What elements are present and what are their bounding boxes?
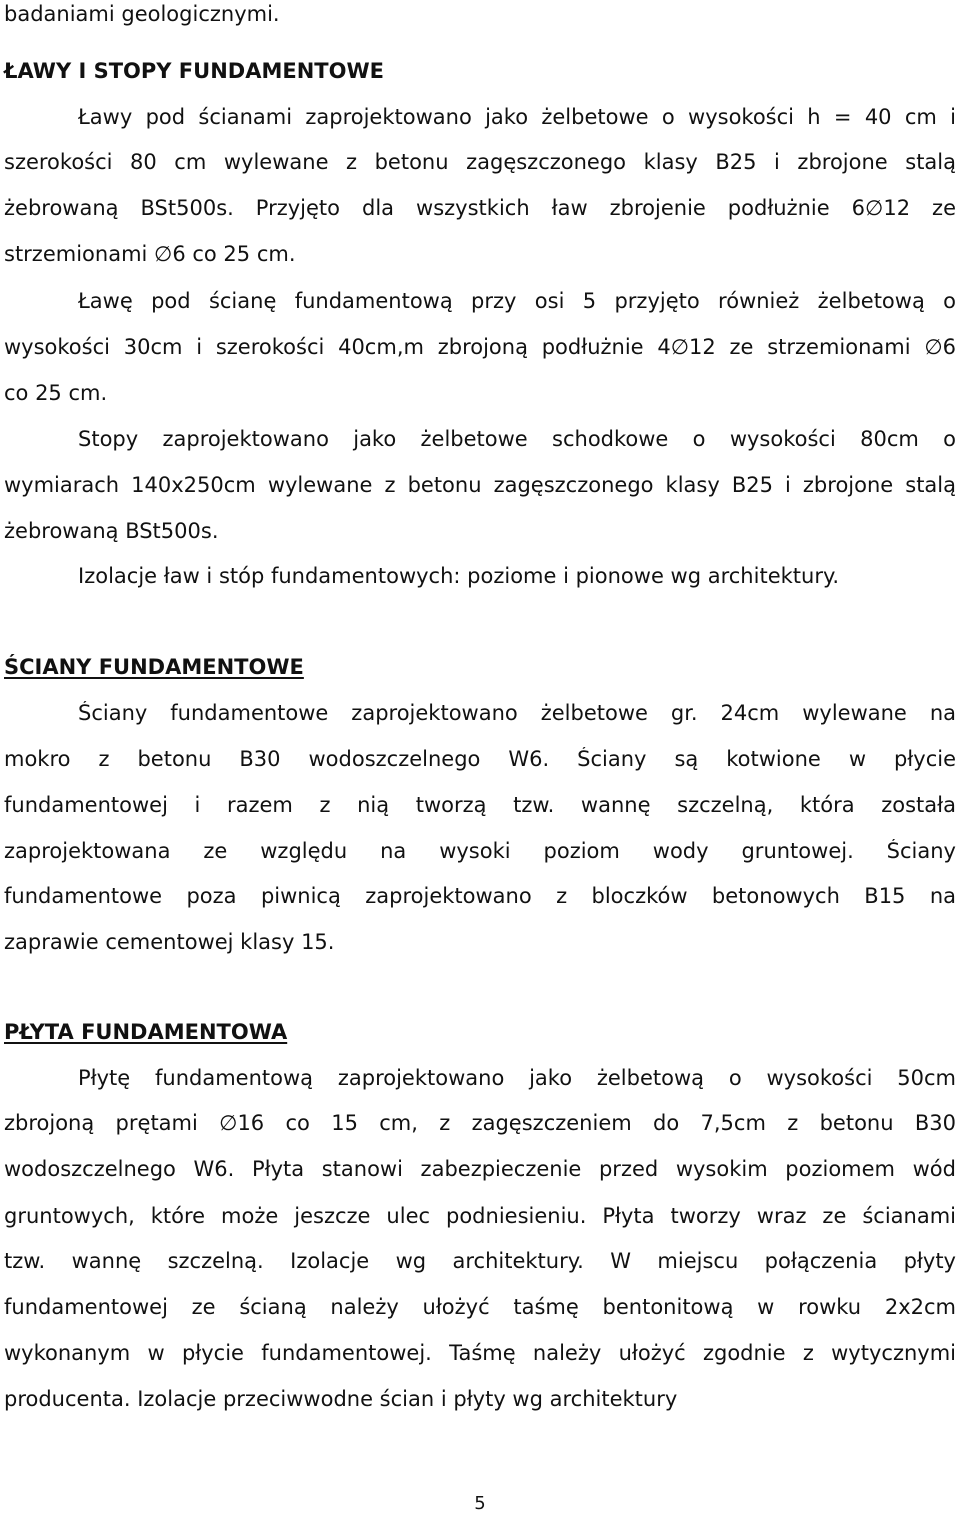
text-line: żebrowaną BSt500s. Przyjęto dla wszystkich ław zbrojenie podłużnie 6∅12 ze	[4, 196, 956, 220]
text-line: fundamentowej i razem z nią tworzą tzw. wannę szczelną, która została	[4, 793, 956, 817]
text-line: co 25 cm.	[4, 381, 108, 405]
text-line: Płytę fundamentową zaprojektowano jako żelbetową o wysokości 50cm	[78, 1066, 956, 1090]
text-line: wodoszczelnego W6. Płyta stanowi zabezpieczenie przed wysokim poziomem wód	[4, 1157, 956, 1181]
text-line: tzw. wannę szczelną. Izolacje wg architektury. W miejscu połączenia płyty	[4, 1249, 956, 1273]
section-heading-sciany: ŚCIANY FUNDAMENTOWE	[4, 655, 304, 679]
text-line: Ściany fundamentowe zaprojektowano żelbetowe gr. 24cm wylewane na	[78, 701, 956, 725]
text-line: żebrowaną BSt500s.	[4, 519, 219, 543]
text-line: gruntowych, które może jeszcze ulec podniesieniu. Płyta tworzy wraz ze ścianami	[4, 1204, 956, 1228]
text-line: strzemionami ∅6 co 25 cm.	[4, 242, 296, 266]
text-line: badaniami geologicznymi.	[4, 2, 280, 26]
text-line: zbrojoną prętami ∅16 co 15 cm, z zagęszczeniem do 7,5cm z betonu B30	[4, 1111, 956, 1135]
page-number: 5	[474, 1493, 486, 1514]
text-line: Izolacje ław i stóp fundamentowych: poziome i pionowe wg architektury.	[78, 564, 840, 588]
text-line: zaprawie cementowej klasy 15.	[4, 930, 335, 954]
text-line: zaprojektowana ze względu na wysoki poziom wody gruntowej. Ściany	[4, 839, 956, 863]
text-line: Ławy pod ścianami zaprojektowano jako żelbetowe o wysokości h = 40 cm i	[78, 105, 956, 129]
text-line: Stopy zaprojektowano jako żelbetowe schodkowe o wysokości 80cm o	[78, 427, 956, 451]
text-line: wysokości 30cm i szerokości 40cm,m zbrojoną podłużnie 4∅12 ze strzemionami ∅6	[4, 335, 956, 359]
text-line: wykonanym w płycie fundamentowej. Taśmę należy ułożyć zgodnie z wytycznymi	[4, 1341, 956, 1365]
text-line: mokro z betonu B30 wodoszczelnego W6. Ściany są kotwione w płycie	[4, 747, 956, 771]
section-heading-lawy-stopy: ŁAWY I STOPY FUNDAMENTOWE	[4, 59, 384, 83]
text-line: fundamentowej ze ścianą należy ułożyć taśmę bentonitową w rowku 2x2cm	[4, 1295, 956, 1319]
text-line: producenta. Izolacje przeciwwodne ścian i płyty wg architektury	[4, 1387, 678, 1411]
text-line: fundamentowe poza piwnicą zaprojektowano z bloczków betonowych B15 na	[4, 884, 956, 908]
text-line: szerokości 80 cm wylewane z betonu zagęszczonego klasy B25 i zbrojone stalą	[4, 150, 956, 174]
section-heading-plyta: PŁYTA FUNDAMENTOWA	[4, 1020, 288, 1044]
text-line: wymiarach 140x250cm wylewane z betonu zagęszczonego klasy B25 i zbrojone stalą	[4, 473, 956, 497]
text-line: Ławę pod ścianę fundamentową przy osi 5 przyjęto również żelbetową o	[78, 289, 956, 313]
